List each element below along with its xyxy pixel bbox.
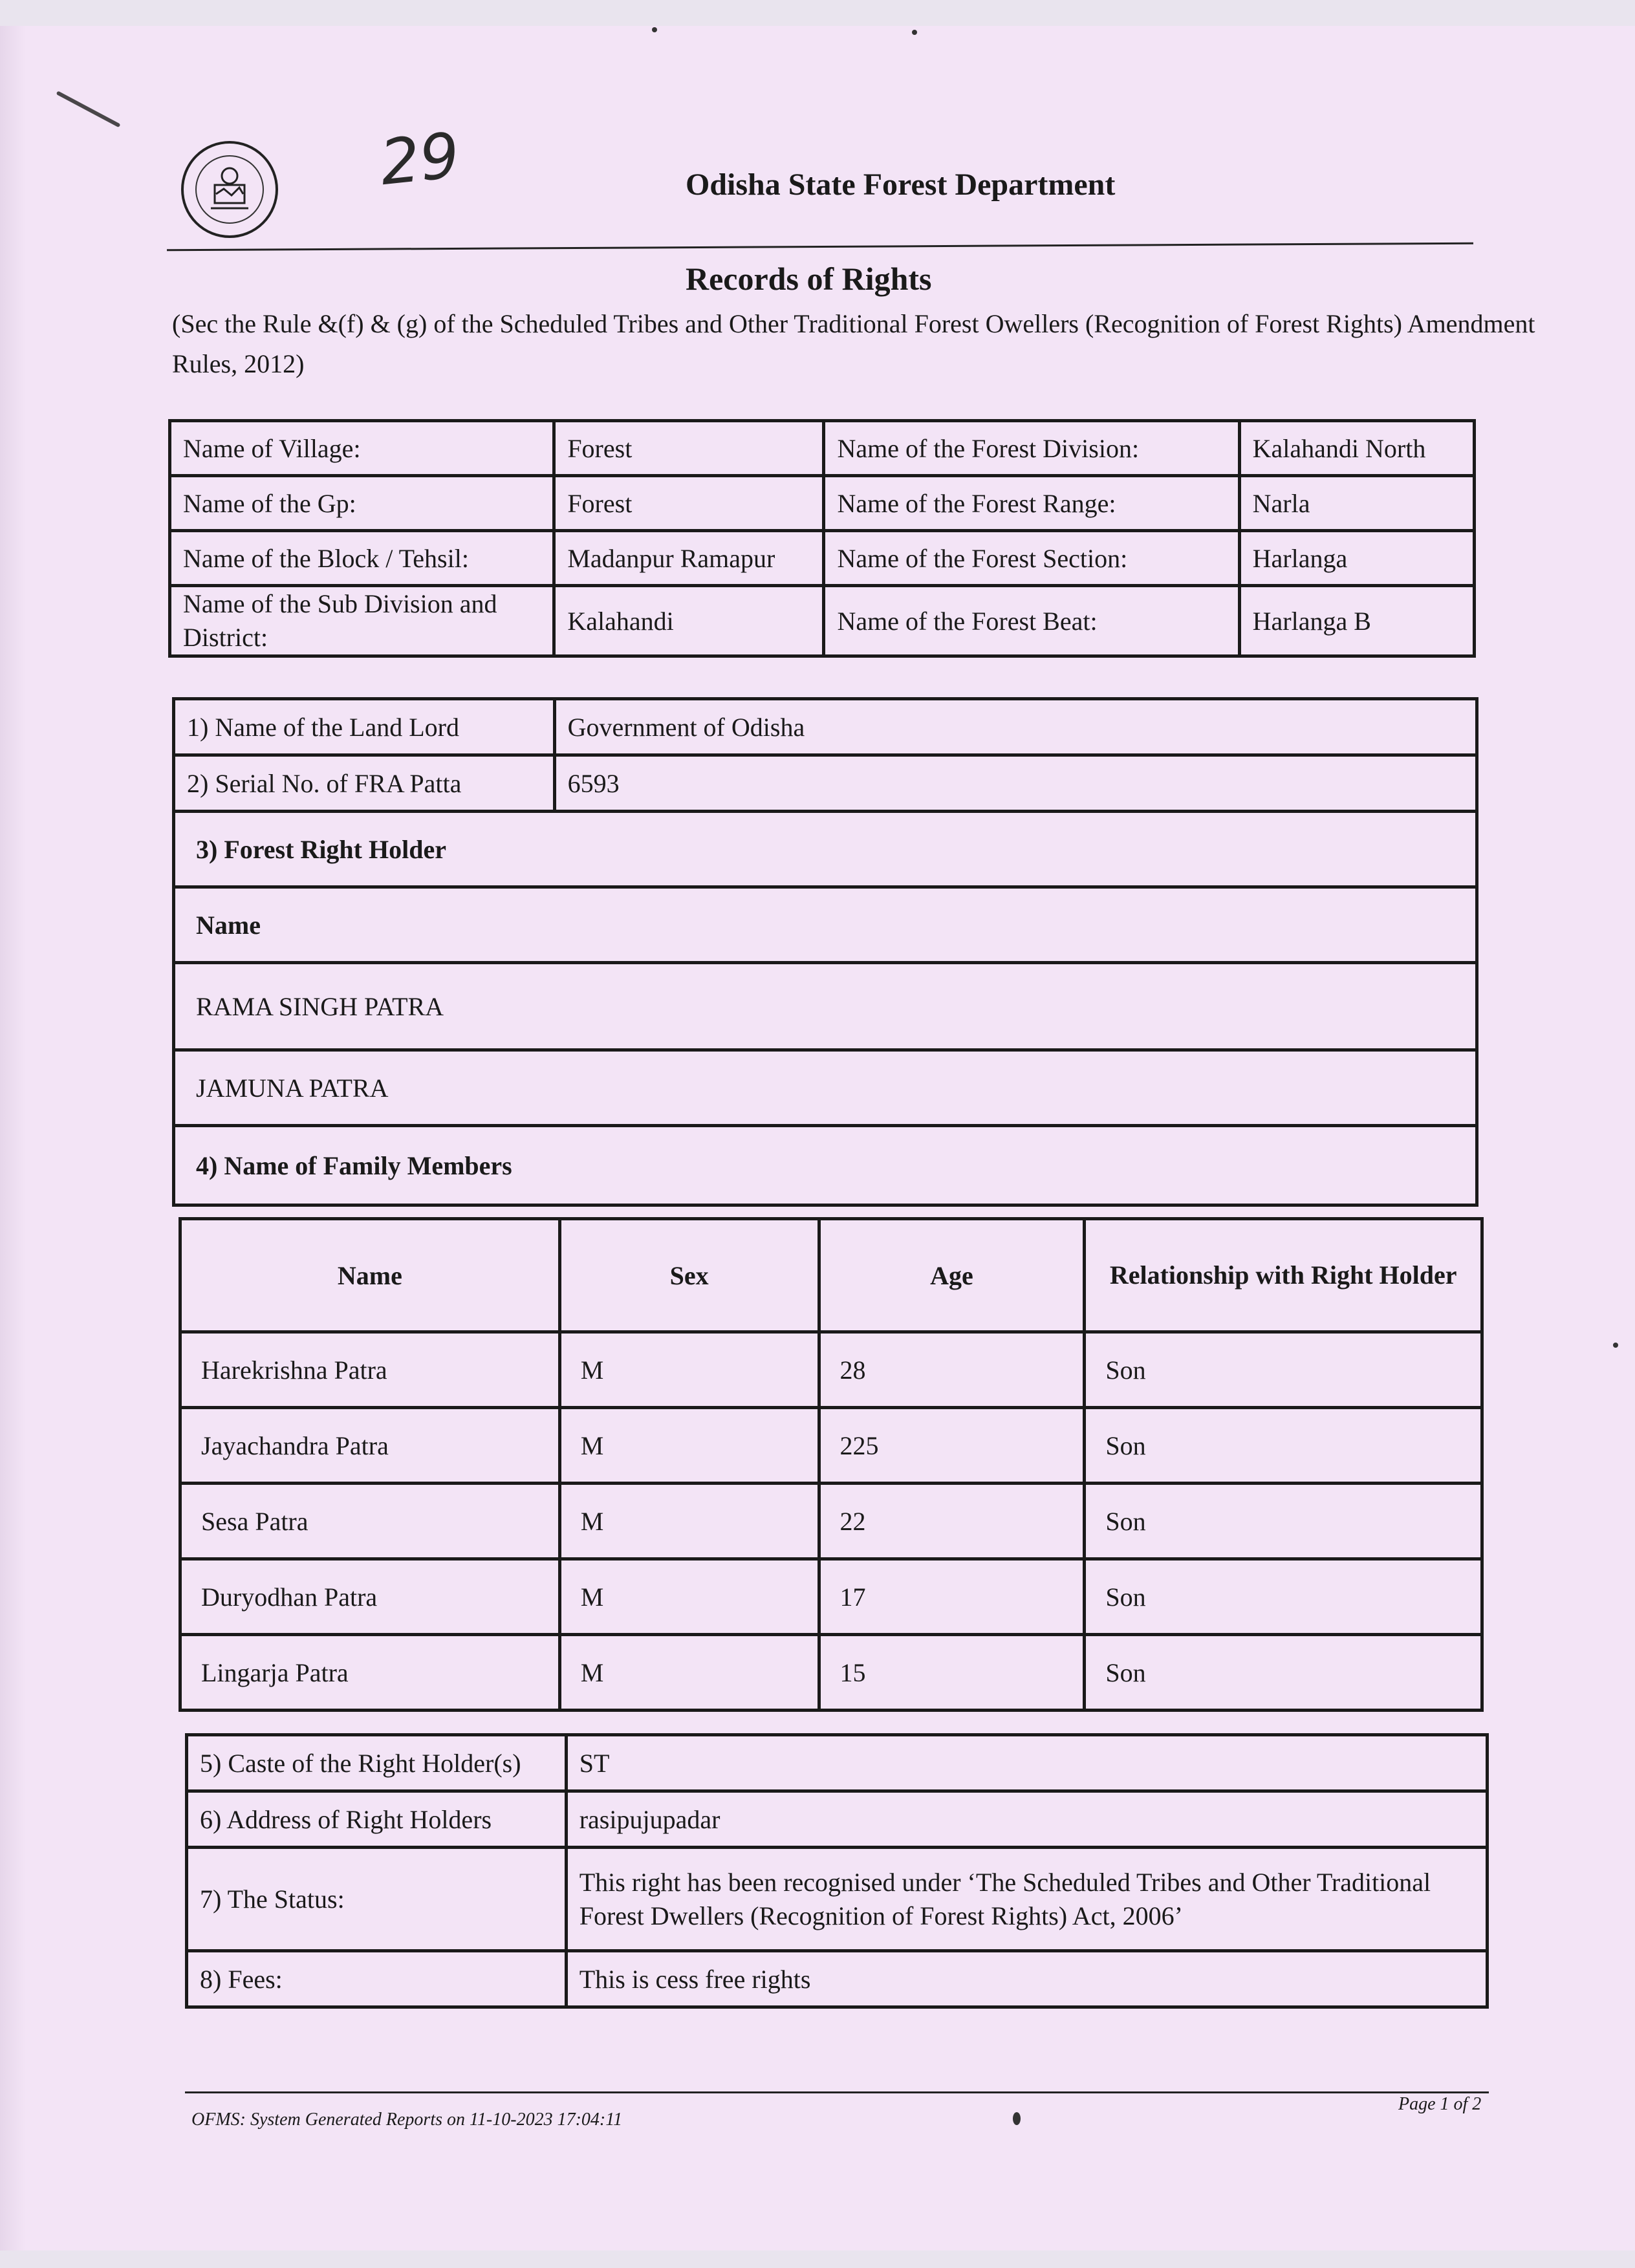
status-label: 7) The Status: <box>187 1848 567 1951</box>
member-name: Jayachandra Patra <box>180 1408 560 1484</box>
fees-label: 8) Fees: <box>187 1951 567 2007</box>
status-line-1: This right has been recognised under ‘The Scheduled Tribes and Other Traditional <box>579 1867 1431 1897</box>
holder-name-1: RAMA SINGH PATRA <box>174 963 1477 1050</box>
table-row <box>174 887 1477 963</box>
page-edge-shadow <box>0 26 26 2251</box>
forest-section-label: Name of the Forest Section: <box>824 531 1239 586</box>
table-row <box>174 812 1477 887</box>
fees-value: This is cess free rights <box>566 1951 1487 2007</box>
gp-value: Forest <box>554 476 824 531</box>
forest-division-value: Kalahandi North <box>1239 421 1474 476</box>
ink-speck <box>1013 2112 1021 2125</box>
member-name: Lingarja Patra <box>180 1635 560 1711</box>
status-line-2: Forest Dwellers (Recognition of Forest Rights) Act, 2006’ <box>579 1901 1183 1930</box>
member-age: 22 <box>819 1484 1085 1559</box>
page-indicator: Page 1 of 2 <box>1398 2094 1482 2114</box>
forest-right-holder-heading: 3) Forest Right Holder <box>174 812 1477 887</box>
ink-speck <box>652 27 657 32</box>
table-row <box>174 699 1477 755</box>
address-value: rasipujupadar <box>566 1791 1487 1848</box>
family-members-table <box>179 1217 1484 1712</box>
table-row <box>187 1951 1488 2007</box>
details-table <box>185 1733 1489 2009</box>
sub-division-label: Name of the Sub Division and District: <box>170 586 554 656</box>
col-header-sex: Sex <box>559 1219 819 1332</box>
family-members-heading: 4) Name of Family Members <box>174 1126 1477 1205</box>
forest-beat-label: Name of the Forest Beat: <box>824 586 1239 656</box>
member-relation: Son <box>1085 1635 1482 1711</box>
member-sex: M <box>559 1635 819 1711</box>
table-row <box>180 1408 1482 1484</box>
member-name: Duryodhan Patra <box>180 1559 560 1635</box>
table-header-row <box>180 1219 1482 1332</box>
member-age: 15 <box>819 1635 1085 1711</box>
caste-label: 5) Caste of the Right Holder(s) <box>187 1735 567 1791</box>
forest-beat-value: Harlanga B <box>1239 586 1474 656</box>
landlord-value: Government of Odisha <box>554 699 1477 755</box>
table-row <box>174 1126 1477 1205</box>
forest-range-label: Name of the Forest Range: <box>824 476 1239 531</box>
member-sex: M <box>559 1408 819 1484</box>
serial-value: 6593 <box>554 755 1477 812</box>
lion-emblem-icon <box>197 157 263 222</box>
member-relation: Son <box>1085 1408 1482 1484</box>
table-row <box>187 1735 1488 1791</box>
member-sex: M <box>559 1559 819 1635</box>
village-label: Name of Village: <box>170 421 554 476</box>
table-row <box>174 963 1477 1050</box>
col-header-name: Name <box>180 1219 560 1332</box>
member-sex: M <box>559 1332 819 1408</box>
block-label: Name of the Block / Tehsil: <box>170 531 554 586</box>
member-age: 225 <box>819 1408 1085 1484</box>
department-name: Odisha State Forest Department <box>686 167 1116 202</box>
footer-rule <box>185 2091 1489 2093</box>
table-row <box>180 1484 1482 1559</box>
table-row <box>187 1791 1488 1848</box>
member-relation: Son <box>1085 1332 1482 1408</box>
table-row <box>174 1050 1477 1126</box>
serial-label: 2) Serial No. of FRA Patta <box>174 755 555 812</box>
member-age: 28 <box>819 1332 1085 1408</box>
member-name: Sesa Patra <box>180 1484 560 1559</box>
table-row <box>187 1848 1488 1951</box>
table-row <box>180 1332 1482 1408</box>
member-sex: M <box>559 1484 819 1559</box>
member-relation: Son <box>1085 1559 1482 1635</box>
table-row <box>174 755 1477 812</box>
seal-inner-ring <box>195 155 264 224</box>
caste-value: ST <box>566 1735 1487 1791</box>
holder-name-heading: Name <box>174 887 1477 963</box>
ink-speck <box>1613 1343 1618 1348</box>
col-header-relationship: Relationship with Right Holder <box>1085 1219 1482 1332</box>
rights-table <box>172 697 1478 1207</box>
forest-division-label: Name of the Forest Division: <box>824 421 1239 476</box>
document-subtitle: (Sec the Rule &(f) & (g) of the Scheduled Tribes and Other Traditional Forest Owellers (Recognition of Forest Rights) Amendment Rules, 2012) <box>172 309 1535 378</box>
status-value <box>566 1848 1487 1951</box>
member-relation: Son <box>1085 1484 1482 1559</box>
holder-name-2: JAMUNA PATRA <box>174 1050 1477 1126</box>
block-value: Madanpur Ramapur <box>554 531 824 586</box>
col-header-age: Age <box>819 1219 1085 1332</box>
forest-section-value: Harlanga <box>1239 531 1474 586</box>
table-row <box>180 1559 1482 1635</box>
table-row <box>180 1635 1482 1711</box>
ink-speck <box>912 30 917 35</box>
village-value: Forest <box>554 421 824 476</box>
table-row <box>170 586 1475 656</box>
system-generated-note: OFMS: System Generated Reports on 11-10-2023 17:04:11 <box>191 2110 623 2130</box>
location-table <box>168 419 1476 658</box>
table-row <box>170 421 1475 476</box>
table-row <box>170 476 1475 531</box>
sub-division-value: Kalahandi <box>554 586 824 656</box>
address-label: 6) Address of Right Holders <box>187 1791 567 1848</box>
forest-range-value: Narla <box>1239 476 1474 531</box>
member-name: Harekrishna Patra <box>180 1332 560 1408</box>
gp-label: Name of the Gp: <box>170 476 554 531</box>
handwritten-page-number: 29 <box>376 118 463 200</box>
odisha-emblem-seal-icon <box>181 141 278 238</box>
landlord-label: 1) Name of the Land Lord <box>174 699 555 755</box>
member-age: 17 <box>819 1559 1085 1635</box>
document-title: Records of Rights <box>686 261 932 297</box>
table-row <box>170 531 1475 586</box>
